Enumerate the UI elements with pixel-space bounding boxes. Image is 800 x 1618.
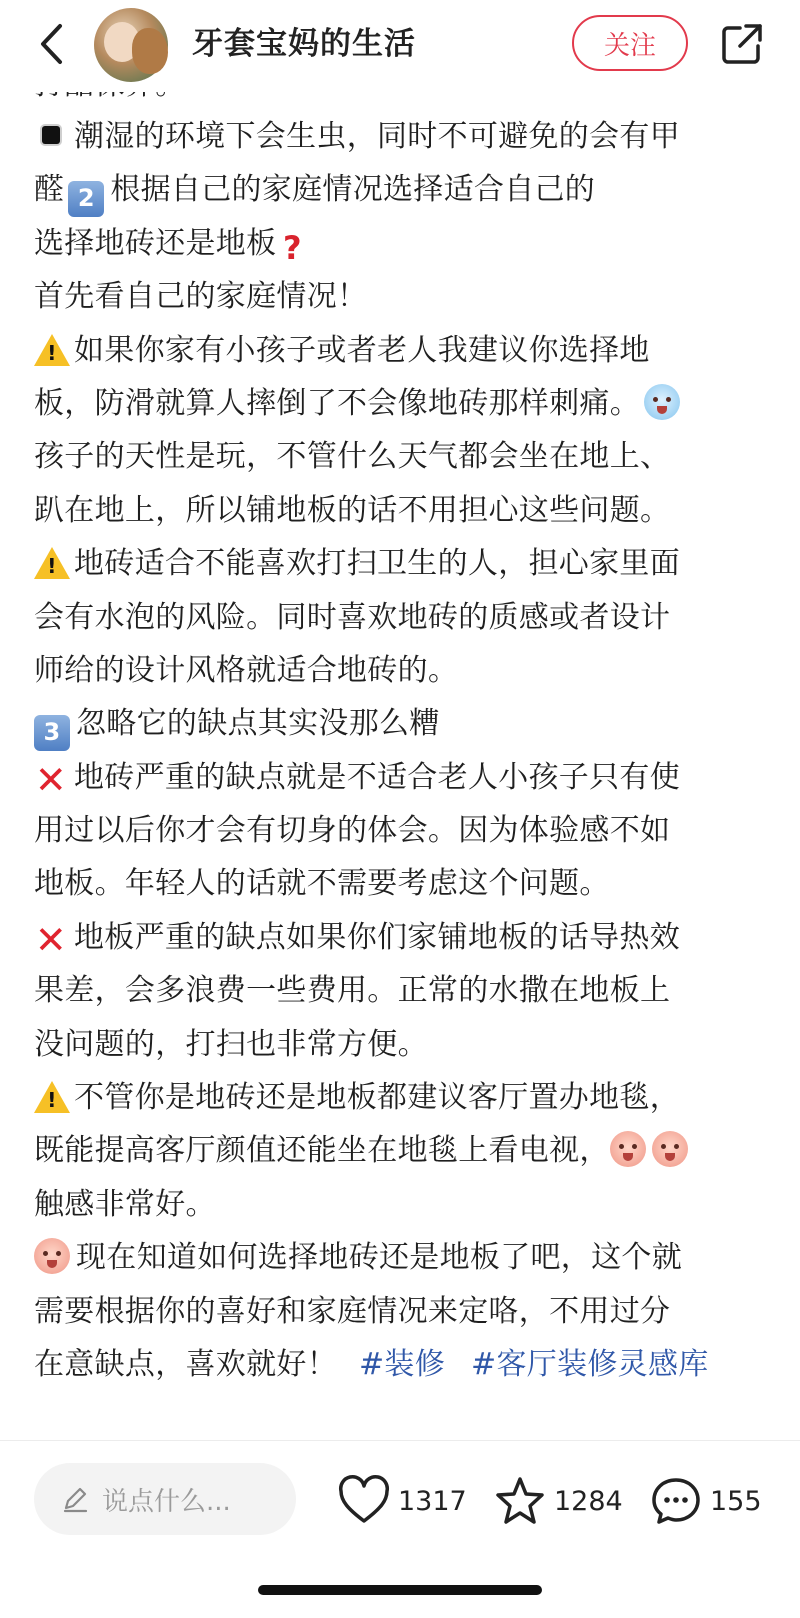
line-text: 地板严重的缺点如果你们家铺地板的话导热效 xyxy=(74,919,680,955)
line-text: 地板。年轻人的话就不需要考虑这个问题。 xyxy=(34,866,610,902)
line-text: 会有水泡的风险。同时喜欢地砖的质感或者设计 xyxy=(34,599,671,635)
text-line xyxy=(34,163,754,216)
note-body xyxy=(34,92,754,1391)
line-text: 用过以后你才会有切身的体会。因为体验感不如 xyxy=(34,813,671,849)
text-line xyxy=(34,1231,754,1284)
text-line xyxy=(34,857,754,910)
text-line xyxy=(34,1124,754,1177)
heart-icon xyxy=(338,1477,390,1525)
peach-face-emoji-icon xyxy=(34,1238,70,1274)
text-line xyxy=(34,217,754,270)
star-icon xyxy=(494,1476,546,1526)
like-button[interactable] xyxy=(338,1471,467,1531)
text-line xyxy=(34,324,754,377)
text-line xyxy=(34,110,754,163)
back-button[interactable] xyxy=(32,18,72,70)
line-text: 没问题的，打扫也非常方便。 xyxy=(34,1026,428,1062)
keycap-3-emoji-icon: 3 xyxy=(34,715,70,751)
text-line xyxy=(34,911,754,964)
warning-emoji-icon: ! xyxy=(34,332,68,366)
home-indicator xyxy=(258,1585,542,1595)
text-line xyxy=(34,964,754,1017)
text-line xyxy=(34,270,754,323)
comment-placeholder: 说点什么... xyxy=(102,1486,231,1517)
peach-face-emoji-icon xyxy=(610,1131,646,1167)
comment-bubble-icon xyxy=(650,1476,702,1526)
like-count: 1317 xyxy=(398,1485,467,1517)
back-arrow-icon xyxy=(38,22,66,66)
line-text: 在意缺点，喜欢就好！ xyxy=(34,1346,337,1382)
line-text: 潮湿的环境下会生虫，同时不可避免的会有甲 xyxy=(74,119,680,154)
pen-icon xyxy=(60,1484,90,1514)
text-line xyxy=(34,644,754,697)
warning-emoji-icon: ! xyxy=(34,545,68,579)
text-line xyxy=(34,1071,754,1124)
comment-count: 155 xyxy=(710,1485,762,1517)
text-line xyxy=(34,1178,754,1231)
text-line xyxy=(34,430,754,483)
line-text: 地砖适合不能喜欢打扫卫生的人，担心家里面 xyxy=(74,546,680,582)
line-text: 果差，会多浪费一些费用。正常的水撒在地板上 xyxy=(34,973,671,1009)
text-line xyxy=(34,484,754,537)
avatar-deer xyxy=(132,28,168,74)
text-line xyxy=(34,1338,754,1391)
share-button[interactable] xyxy=(718,18,766,70)
warning-emoji-icon: ! xyxy=(34,1079,68,1113)
cut-off-line xyxy=(34,92,754,110)
line-text: 忽略它的缺点其实没那么糟 xyxy=(76,706,440,742)
question-mark-emoji-icon: ? xyxy=(282,228,302,267)
comment-input[interactable] xyxy=(34,1463,296,1535)
line-text: 如果你家有小孩子或者老人我建议你选择地 xyxy=(74,332,650,368)
line-text: 孩子的天性是玩，不管什么天气都会坐在地上、 xyxy=(34,439,671,475)
crying-face-emoji-icon xyxy=(644,384,680,420)
peach-face-emoji-icon xyxy=(652,1131,688,1167)
favorite-count: 1284 xyxy=(554,1485,623,1517)
line-text: 不管你是地砖还是地板都建议客厅置办地毯， xyxy=(74,1080,680,1116)
text-line xyxy=(34,751,754,804)
cross-mark-emoji-icon: ✕ xyxy=(34,757,68,802)
cross-mark-emoji-icon: ✕ xyxy=(34,917,68,962)
line-text: 选择地砖还是地板 xyxy=(34,225,277,261)
line-text: 趴在地上，所以铺地板的话不用担心这些问题。 xyxy=(34,492,671,528)
text-line xyxy=(34,377,754,430)
hashtag-link[interactable]: #装修 xyxy=(359,1346,446,1382)
author-name[interactable]: 牙套宝妈的生活 xyxy=(192,26,416,62)
text-line xyxy=(34,591,754,644)
favorite-button[interactable] xyxy=(494,1471,623,1531)
text-line xyxy=(34,697,754,750)
line-text: 现在知道如何选择地砖还是地板了吧，这个就 xyxy=(76,1240,682,1276)
line-text: 师给的设计风格就适合地砖的。 xyxy=(34,652,459,688)
line-text: 既能提高客厅颜值还能坐在地毯上看电视， xyxy=(34,1133,610,1169)
line-text: 根据自己的家庭情况选择适合自己的 xyxy=(110,172,596,208)
line-text: 地砖严重的缺点就是不适合老人小孩子只有使 xyxy=(74,759,680,795)
share-icon xyxy=(720,22,764,66)
black-square-emoji-icon xyxy=(34,118,68,152)
line-text: 需要根据你的喜好和家庭情况来定咯，不用过分 xyxy=(34,1293,671,1329)
comment-button[interactable] xyxy=(650,1471,762,1531)
keycap-2-emoji-icon: 2 xyxy=(68,181,104,217)
line-text: 板，防滑就算人摔倒了不会像地砖那样刺痛。 xyxy=(34,385,640,421)
text-line xyxy=(34,804,754,857)
hashtag-link[interactable]: #客厅装修灵感库 xyxy=(471,1346,709,1382)
text-line xyxy=(34,537,754,590)
text-line xyxy=(34,1285,754,1338)
avatar[interactable] xyxy=(94,8,168,82)
line-text: 触感非常好。 xyxy=(34,1186,216,1222)
text-line xyxy=(34,1018,754,1071)
line-text: 首先看自己的家庭情况！ xyxy=(34,279,368,315)
note-text-lines xyxy=(34,110,754,1391)
top-bar xyxy=(0,0,800,92)
line-text: 醛 xyxy=(34,172,65,208)
follow-button[interactable]: 关注 xyxy=(572,15,688,71)
